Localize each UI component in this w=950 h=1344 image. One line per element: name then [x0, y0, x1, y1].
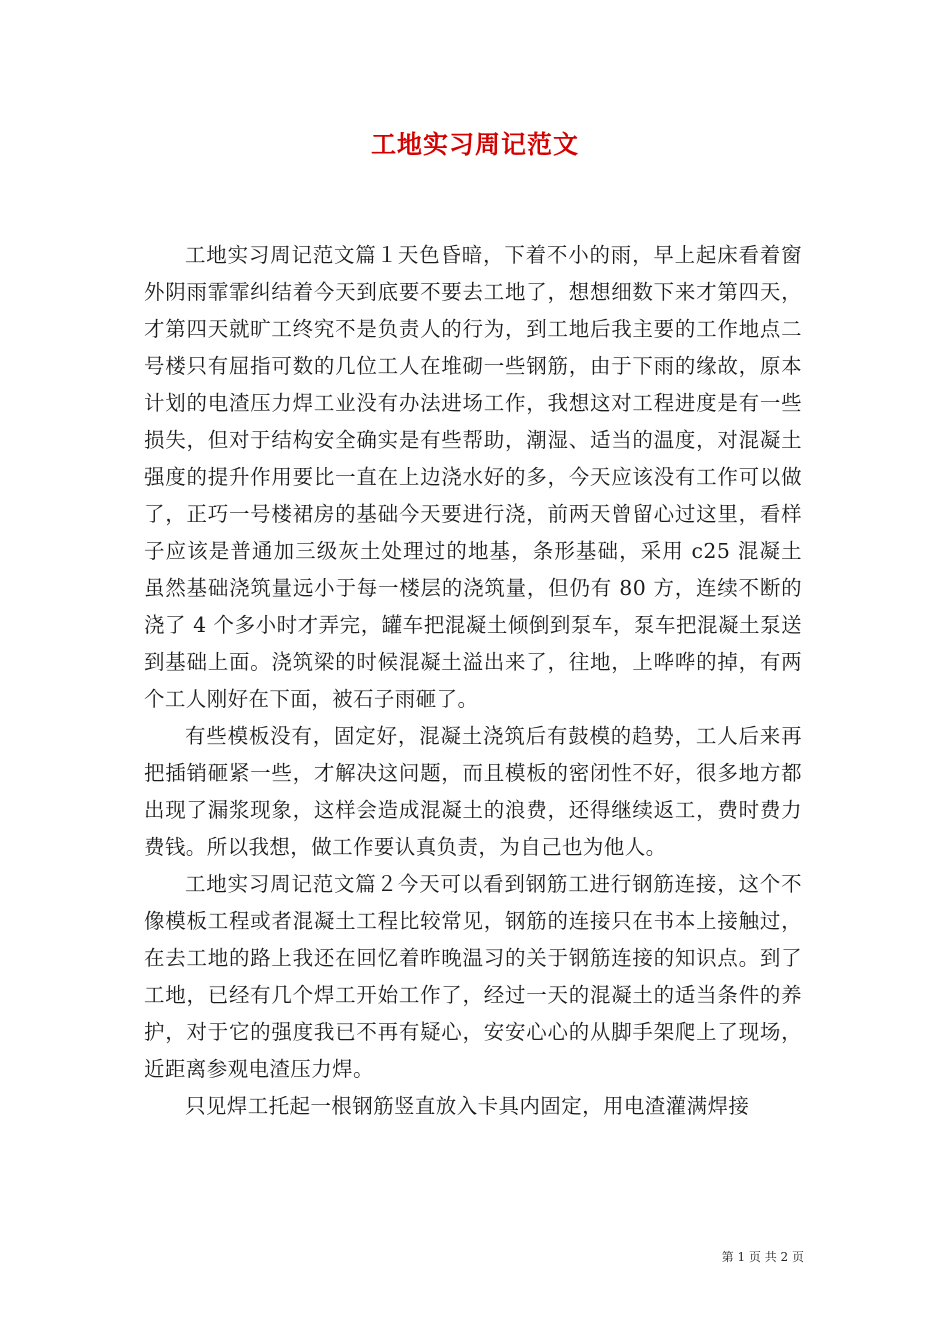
paragraph-2: 有些模板没有，固定好，混凝土浇筑后有鼓模的趋势，工人后来再把插销砸紧一些，才解决这问题，而且模板的密闭性不好，很多地方都出现了漏浆现象，这样会造成混凝土的浪费，还得继续返工，费时费力费钱。所以我想，做工作要认真负责，为自己也为他人。 — [144, 724, 802, 859]
page-number-footer: 第 1 页 共 2 页 — [721, 1250, 804, 1264]
paragraph-4: 只见焊工托起一根钢筋竖直放入卡具内固定，用电渣灌满焊接 — [185, 1094, 750, 1118]
document-title: 工地实习周记范文 — [370, 130, 579, 159]
document-body — [144, 237, 802, 1125]
paragraph-1: 工地实习周记范文篇１天色昏暗，下着不小的雨，早上起床看着窗外阴雨霏霏纠结着今天到底要不要去工地了，想想细数下来才第四天，才第四天就旷工终究不是负责人的行为，到工地后我主要的工作地点二号楼只有屈指可数的几位工人在堆砌一些钢筋，由于下雨的缘故，原本计划的电渣压力焊工业没有办法进场工作，我想这对工程进度是有一些损失，但对于结构安全确实是有些帮助，潮湿、适当的温度，对混凝土强度的提升作用要比一直在上边浇水好的多，今天应该没有工作可以做了，正巧一号楼裙房的基础今天要进行浇，前两天曾留心过这里，看样子应该是普通加三级灰土处理过的地基，条形基础，采用 c25 混凝土虽然基础浇筑量远小于每一楼层的浇筑量，但仍有 80 方，连续不断的浇了 4 个多小时才弄完，罐车把混凝土倾倒到泵车，泵车把混凝土泵送到基础上面。浇筑梁的时候混凝土溢出来了，往地，上哗哗的掉，有两个工人刚好在下面，被石子雨砸了。 — [144, 243, 802, 711]
paragraph-3: 工地实习周记范文篇２今天可以看到钢筋工进行钢筋连接，这个不像模板工程或者混凝土工程比较常见，钢筋的连接只在书本上接触过，在去工地的路上我还在回忆着昨晚温习的关于钢筋连接的知识点。到了工地，已经有几个焊工开始工作了，经过一天的混凝土的适当条件的养护，对于它的强度我已不再有疑心，安安心心的从脚手架爬上了现场，近距离参观电渣压力焊。 — [144, 872, 802, 1081]
